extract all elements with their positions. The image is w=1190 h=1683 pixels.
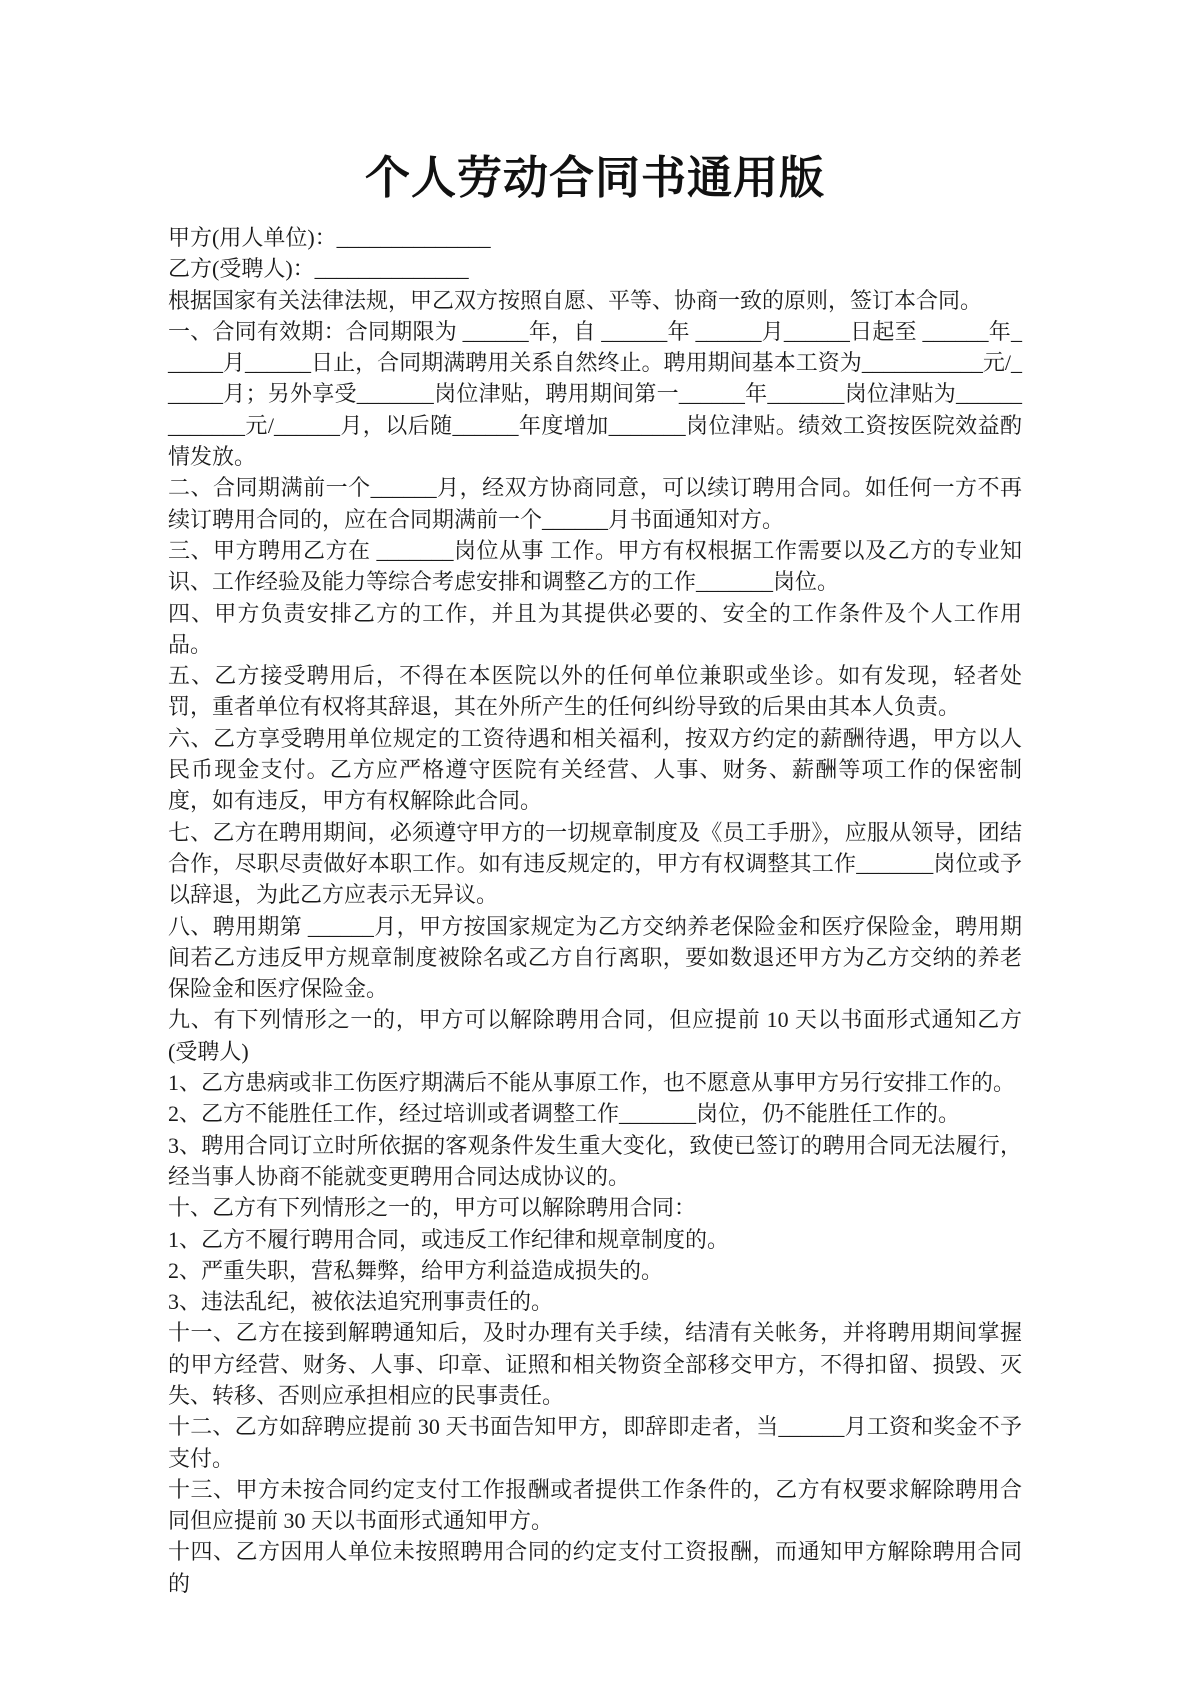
- contract-paragraph: 1、乙方患病或非工伤医疗期满后不能从事原工作，也不愿意从事甲方另行安排工作的。: [168, 1070, 1016, 1096]
- contract-paragraph: 七、乙方在聘用期间，必须遵守甲方的一切规章制度及《员工手册》，应服从领导，团结合作，尽职尽责做好本职工作。如有违反规定的，甲方有权调整其工作_______岗位或予以辞退，为此乙方应表示无异议。: [168, 819, 1022, 908]
- contract-paragraph: 乙方(受聘人)：______________: [168, 256, 469, 282]
- contract-paragraph: 四、甲方负责安排乙方的工作，并且为其提供必要的、安全的工作条件及个人工作用品。: [168, 600, 1022, 657]
- contract-paragraph: 三、甲方聘用乙方在 _______岗位从事 工作。甲方有权根据工作需要以及乙方的专业知识、工作经验及能力等综合考虑安排和调整乙方的工作_______岗位。: [168, 537, 1022, 595]
- document-body: [168, 222, 1022, 1599]
- contract-paragraph: 1、乙方不履行聘用合同，或违反工作纪律和规章制度的。: [168, 1226, 730, 1252]
- contract-paragraph: 十一、乙方在接到解聘通知后，及时办理有关手续，结清有关帐务，并将聘用期间掌握的甲方经营、财务、人事、印章、证照和相关物资全部移交甲方，不得扣留、损毁、灭失、转移、否则应承担相应的民事责任。: [168, 1320, 1022, 1408]
- contract-paragraph: 十二、乙方如辞聘应提前 30 天书面告知甲方，即辞即走者，当______月工资和奖金不予支付。: [168, 1414, 1022, 1471]
- contract-paragraph: 六、乙方享受聘用单位规定的工资待遇和相关福利，按双方约定的薪酬待遇，甲方以人民币现金支付。乙方应严格遵守医院有关经营、人事、财务、薪酬等项工作的保密制度，如有违反，甲方有权解除此合同。: [168, 725, 1022, 814]
- contract-paragraph: 一、合同有效期：合同期限为 ______年，自 ______年 ______月______日起至 ______年______月______日止，合同期满聘用关系自然终止。聘用期间基本工资为___________元/______月；另外享受_______岗位津贴，聘用期间第一______年_______岗位津贴为_____________元/______月，以后随______年度增加_______岗位津贴。绩效工资按医院效益酌情发放。: [168, 318, 1022, 470]
- contract-paragraph: 十四、乙方因用人单位未按照聘用合同的约定支付工资报酬，而通知甲方解除聘用合同的: [168, 1539, 1022, 1596]
- contract-paragraph: 根据国家有关法律法规，甲乙双方按照自愿、平等、协商一致的原则，签订本合同。: [168, 287, 983, 313]
- document-title: 个人劳动合同书通用版: [364, 152, 825, 203]
- contract-paragraph: 3、聘用合同订立时所依据的客观条件发生重大变化，致使已签订的聘用合同无法履行，经当事人协商不能就变更聘用合同达成协议的。: [168, 1132, 1022, 1189]
- contract-paragraph: 十、乙方有下列情形之一的，甲方可以解除聘用合同：: [168, 1195, 697, 1221]
- contract-paragraph: 甲方(用人单位)：______________: [168, 225, 491, 250]
- contract-paragraph: 3、违法乱纪，被依法追究刑事责任的。: [168, 1289, 554, 1315]
- contract-paragraph: 二、合同期满前一个______月，经双方协商同意，可以续订聘用合同。如任何一方不再续订聘用合同的，应在合同期满前一个______月书面通知对方。: [168, 475, 1022, 532]
- contract-paragraph: 2、严重失职，营私舞弊，给甲方利益造成损失的。: [168, 1257, 664, 1283]
- contract-paragraph: 九、有下列情形之一的，甲方可以解除聘用合同，但应提前 10 天以书面形式通知乙方(受聘人): [168, 1007, 1022, 1064]
- contract-paragraph: 八、聘用期第 ______月，甲方按国家规定为乙方交纳养老保险金和医疗保险金，聘用期间若乙方违反甲方规章制度被除名或乙方自行离职，要如数退还甲方为乙方交纳的养老保险金和医疗保险金。: [168, 913, 1022, 1002]
- contract-paragraph: 五、乙方接受聘用后，不得在本医院以外的任何单位兼职或坐诊。如有发现，轻者处罚，重者单位有权将其辞退，其在外所产生的任何纠纷导致的后果由其本人负责。: [168, 663, 1022, 720]
- contract-paragraph: 2、乙方不能胜任工作，经过培训或者调整工作_______岗位，仍不能胜任工作的。: [168, 1101, 961, 1127]
- contract-paragraph: 十三、甲方未按合同约定支付工作报酬或者提供工作条件的，乙方有权要求解除聘用合同但应提前 30 天以书面形式通知甲方。: [168, 1476, 1022, 1534]
